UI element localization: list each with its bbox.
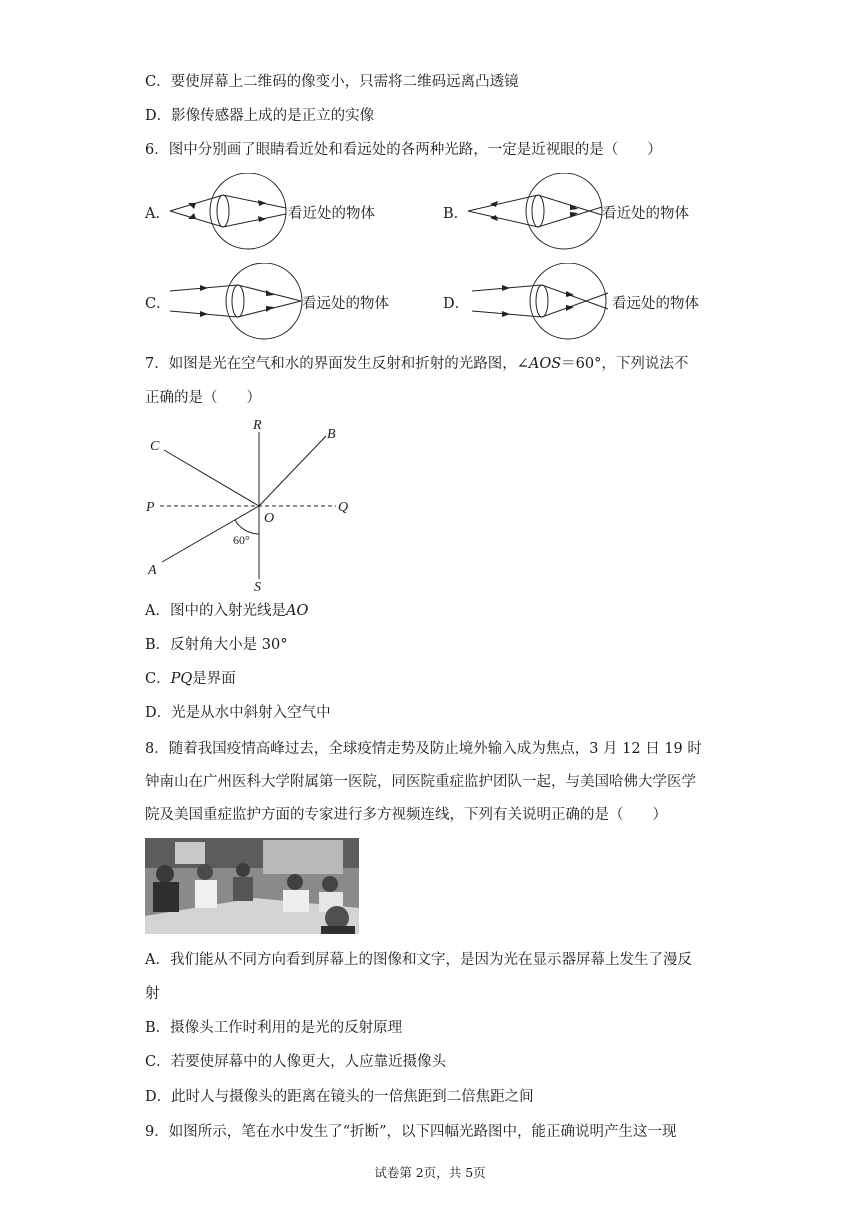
q9-stem-line1: 9．如图所示，笔在水中发生了“折断”，以下四幅光路图中，能正确说明产生这一现: [145, 1124, 677, 1140]
q7-stem-post: ＝60°，下列说法不: [561, 356, 689, 372]
q8-stem-line3: 院及美国重症监护方面的专家进行多方视频连线，下列有关说明正确的是（ ）: [145, 807, 667, 823]
q5-option-c: C．要使屏幕上二维码的像变小，只需将二维码远离凸透镜: [145, 74, 519, 90]
q7-option-a-var: AO: [285, 603, 309, 619]
q7-option-a: [145, 601, 308, 621]
q6-caption-c: 看远处的物体: [302, 296, 389, 312]
q7-stem-line2: 正确的是（ ）: [145, 390, 261, 406]
q8-option-a-line2: 射: [145, 986, 160, 1002]
q7-option-d: D．光是从水中斜射入空气中: [145, 705, 331, 721]
q7-stem-pre: 7．如图是光在空气和水的界面发生反射和折射的光路图，∠: [145, 356, 529, 372]
q7-stem-line1: [145, 354, 688, 374]
q5-option-d: D．影像传感器上成的是正立的实像: [145, 108, 375, 124]
q7-point-b: B: [327, 427, 336, 442]
q6-label-c: C．: [145, 296, 171, 312]
q8-option-d: D．此时人与摄像头的距离在镜头的一倍焦距到二倍焦距之间: [145, 1089, 534, 1105]
q7-point-a: A: [148, 563, 157, 578]
q7-point-q: Q: [338, 500, 349, 515]
q7-option-c-label: C．: [145, 671, 171, 687]
q7-option-c-var: PQ: [170, 671, 193, 687]
q7-point-s: S: [254, 580, 261, 594]
q7-option-b: B．反射角大小是 30°: [145, 637, 288, 653]
q8-option-c: C．若要使屏幕中的人像更大，人应靠近摄像头: [145, 1054, 447, 1070]
q6-caption-d: 看远处的物体: [612, 296, 699, 312]
q6-diagram-c: [168, 263, 304, 341]
q6-caption-b: 看近处的物体: [602, 206, 689, 222]
q7-option-c-text: 是界面: [192, 671, 236, 687]
q6-diagram-b: [466, 173, 606, 251]
q6-stem: 6．图中分别画了眼睛看近处和看远处的各两种光路，一定是近视眼的是（ ）: [145, 142, 662, 158]
q6-label-a: A．: [145, 206, 170, 222]
q6-diagram-a: [168, 173, 288, 251]
q7-point-p: P: [146, 500, 155, 515]
q7-point-r: R: [253, 418, 262, 433]
q7-option-c: [145, 669, 236, 689]
q6-label-b: B．: [443, 206, 469, 222]
q8-video-conference-photo: [145, 838, 359, 934]
q6-caption-a: 看近处的物体: [288, 206, 375, 222]
q7-point-c: C: [150, 439, 160, 454]
q7-point-o: O: [264, 511, 275, 526]
q7-stem-var: AOS: [528, 356, 562, 372]
q8-stem-line1: 8．随着我国疫情高峰过去，全球疫情走势及防止境外输入成为焦点，3 月 12 日 19 时: [145, 741, 702, 757]
q8-stem-line2: 钟南山在广州医科大学附属第一医院，同医院重症监护团队一起，与美国哈佛大学医学: [145, 774, 696, 790]
q7-angle-label: 60°: [233, 533, 250, 547]
q7-option-a-text: A．图中的入射光线是: [145, 603, 286, 619]
q6-diagram-d: [470, 263, 610, 341]
q8-option-b: B．摄像头工作时利用的是光的反射原理: [145, 1020, 403, 1036]
q7-light-path-diagram: [140, 414, 360, 594]
q8-option-a-line1: A．我们能从不同方向看到屏幕上的图像和文字，是因为光在显示器屏幕上发生了漫反: [145, 952, 692, 968]
q6-label-d: D．: [443, 296, 470, 312]
page-footer: 试卷第 2页，共 5页: [374, 1165, 486, 1180]
